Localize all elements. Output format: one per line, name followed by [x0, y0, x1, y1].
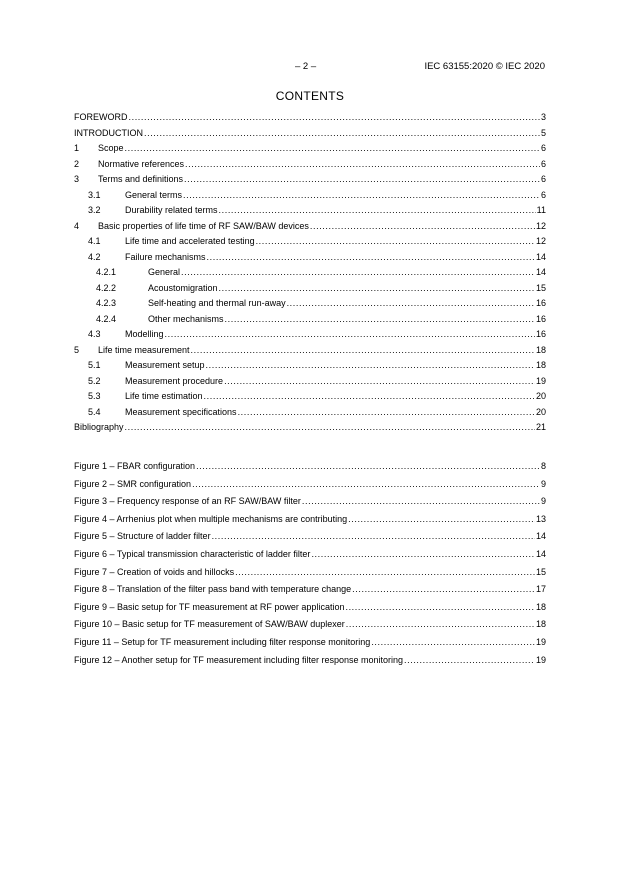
toc-entry-number: 4.2.2	[96, 282, 117, 293]
leader-dots	[311, 549, 535, 559]
figure-entry-10[interactable]	[74, 619, 546, 637]
toc-entry-number: 5.3	[88, 391, 101, 401]
toc-entry-page: 21	[535, 422, 546, 432]
toc-entry-bibliography[interactable]	[74, 422, 546, 438]
toc-entry-page: 6	[540, 189, 546, 200]
toc-entry-page: 18	[535, 344, 546, 355]
toc-entry-number: 2	[74, 158, 80, 169]
leader-dots	[185, 159, 540, 169]
toc-entry-number: 4.3	[88, 329, 101, 339]
leader-dots	[191, 345, 535, 355]
toc-entry-5[interactable]	[74, 345, 546, 361]
figure-entry-page: 19	[535, 636, 546, 647]
toc-entry-title: Measurement specifications	[125, 406, 237, 417]
toc-entry-3-1[interactable]	[74, 190, 546, 206]
toc-entry-page: 11	[536, 205, 546, 215]
toc-entry-4-2-4[interactable]	[74, 314, 546, 330]
toc-entry-title: Life time estimation	[125, 391, 203, 401]
toc-entry-page: 19	[535, 375, 546, 386]
toc-entry-3[interactable]	[74, 174, 546, 190]
figure-entry-title: Figure 11 – Setup for TF measurement including filter response monitoring	[74, 636, 371, 647]
leader-dots	[256, 236, 535, 246]
figure-entry-8[interactable]	[74, 584, 546, 602]
leader-dots	[348, 514, 535, 524]
toc-entry-title: Measurement setup	[125, 360, 205, 370]
toc-entry-4-2-2[interactable]	[74, 283, 546, 299]
leader-dots	[183, 190, 540, 200]
page-number: – 2 –	[295, 61, 317, 72]
toc-entry-number: 3	[74, 174, 80, 184]
leader-dots	[212, 531, 535, 541]
toc-entry-page: 6	[540, 174, 546, 184]
leader-dots	[346, 619, 535, 629]
leader-dots	[302, 496, 540, 506]
figure-entry-page: 9	[540, 496, 546, 507]
figure-entry-page: 18	[535, 601, 546, 612]
leader-dots	[352, 584, 535, 594]
toc-entry-title: Failure mechanisms	[125, 251, 206, 262]
leader-dots	[204, 391, 535, 401]
toc-entry-page: 16	[535, 329, 546, 339]
figure-entry-12[interactable]	[74, 655, 546, 673]
leader-dots	[125, 422, 535, 432]
figure-entry-page: 17	[535, 584, 546, 595]
leader-dots	[206, 360, 535, 370]
figure-entry-page: 14	[535, 531, 546, 542]
toc-entry-page: 6	[540, 158, 546, 169]
figure-entry-title: Figure 4 – Arrhenius plot when multiple mechanisms are contributing	[74, 513, 348, 524]
toc-entry-page: 6	[540, 143, 546, 153]
toc-entry-title: Life time and accelerated testing	[125, 236, 255, 246]
leader-dots	[371, 637, 535, 647]
toc-entry-number: 4.2	[88, 251, 101, 262]
leader-dots	[144, 128, 540, 138]
toc-entry-page: 5	[540, 127, 546, 138]
leader-dots	[192, 479, 540, 489]
toc-entry-title: Self-heating and thermal run-away	[148, 298, 286, 308]
figure-entry-title: Figure 10 – Basic setup for TF measurement of SAW/BAW duplexer	[74, 619, 345, 630]
toc-entry-number: 1	[74, 143, 80, 153]
toc-entry-title: Other mechanisms	[148, 313, 224, 324]
figure-entry-page: 18	[535, 619, 546, 630]
toc-entry-4[interactable]	[74, 221, 546, 237]
figure-entry-5[interactable]	[74, 531, 546, 549]
figure-entry-page: 13	[535, 513, 546, 524]
toc-entry-title: Modelling	[125, 329, 164, 339]
toc-entry-number: 4.2.1	[96, 267, 117, 277]
toc-entry-introduction[interactable]	[74, 128, 546, 144]
toc-entry-page: 14	[535, 251, 546, 262]
figure-entry-title: Figure 2 – SMR configuration	[74, 478, 192, 489]
toc-entry-title: Terms and definitions	[98, 174, 184, 184]
toc-entry-5-1[interactable]	[74, 360, 546, 376]
toc-entry-page: 15	[535, 282, 546, 293]
toc-entry-title: Life time measurement	[98, 344, 190, 355]
leader-dots	[207, 252, 535, 262]
figure-entry-page: 14	[535, 548, 546, 559]
table-of-contents	[74, 112, 546, 438]
leader-dots	[225, 314, 535, 324]
toc-entry-title: Durability related terms	[125, 205, 218, 215]
leader-dots	[184, 174, 540, 184]
toc-entry-4-2-3[interactable]	[74, 298, 546, 314]
toc-entry-page: 3	[540, 112, 546, 122]
toc-entry-1[interactable]	[74, 143, 546, 159]
toc-entry-4-1[interactable]	[74, 236, 546, 252]
document-id: IEC 63155:2020 © IEC 2020	[424, 61, 545, 72]
toc-entry-page: 12	[535, 220, 546, 231]
figure-entry-title: Figure 8 – Translation of the filter pass band with temperature change	[74, 584, 352, 595]
toc-entry-title: Acoustomigration	[148, 282, 218, 293]
leader-dots	[238, 407, 535, 417]
figure-entry-title: Figure 12 – Another setup for TF measurement including filter response monitoring	[74, 654, 404, 665]
toc-entry-title: Basic properties of life time of RF SAW/BAW devices	[98, 220, 309, 231]
toc-entry-page: 12	[535, 236, 546, 246]
page-header	[0, 61, 620, 75]
leader-dots	[345, 602, 535, 612]
toc-entry-number: 3.2	[88, 205, 101, 215]
list-of-figures	[74, 461, 546, 672]
figure-entry-title: Figure 6 – Typical transmission characteristic of ladder filter	[74, 548, 311, 559]
figure-entry-2[interactable]	[74, 479, 546, 497]
leader-dots	[219, 283, 535, 293]
toc-entry-number: 4.2.3	[96, 298, 117, 308]
toc-entry-page: 20	[535, 391, 546, 401]
leader-dots	[181, 267, 535, 277]
figure-entry-page: 19	[535, 654, 546, 665]
toc-entry-page: 14	[535, 267, 546, 277]
toc-entry-page: 16	[535, 298, 546, 308]
toc-entry-foreword[interactable]	[74, 112, 546, 128]
figure-entry-3[interactable]	[74, 496, 546, 514]
toc-entry-page: 20	[535, 406, 546, 417]
toc-entry-title: Bibliography	[74, 422, 124, 432]
toc-entry-number: 5.1	[88, 360, 101, 370]
leader-dots	[219, 205, 536, 215]
toc-entry-4-3[interactable]	[74, 329, 546, 345]
figure-entry-page: 9	[540, 478, 546, 489]
contents-title: CONTENTS	[275, 89, 345, 103]
figure-entry-page: 15	[535, 566, 546, 577]
toc-entry-title: FOREWORD	[74, 112, 128, 122]
figure-entry-4[interactable]	[74, 514, 546, 532]
figure-entry-7[interactable]	[74, 567, 546, 585]
toc-entry-title: INTRODUCTION	[74, 127, 143, 138]
toc-entry-title: Scope	[98, 143, 124, 153]
figure-entry-title: Figure 7 – Creation of voids and hillocks	[74, 566, 235, 577]
toc-entry-2[interactable]	[74, 159, 546, 175]
toc-entry-5-2[interactable]	[74, 376, 546, 392]
toc-entry-number: 5	[74, 344, 80, 355]
figure-entry-title: Figure 3 – Frequency response of an RF SAW/BAW filter	[74, 496, 301, 507]
leader-dots	[129, 112, 540, 122]
figure-entry-1[interactable]	[74, 461, 546, 479]
toc-entry-3-2[interactable]	[74, 205, 546, 221]
leader-dots	[310, 221, 535, 231]
figure-entry-6[interactable]	[74, 549, 546, 567]
toc-entry-number: 4.2.4	[96, 313, 117, 324]
toc-entry-number: 5.4	[88, 406, 101, 417]
leader-dots	[404, 655, 535, 665]
toc-entry-number: 5.2	[88, 375, 101, 386]
leader-dots	[224, 376, 535, 386]
toc-entry-title: General terms	[125, 189, 183, 200]
toc-entry-4-2[interactable]	[74, 252, 546, 268]
toc-entry-title: Normative references	[98, 158, 185, 169]
toc-entry-title: Measurement procedure	[125, 375, 224, 386]
leader-dots	[235, 567, 535, 577]
toc-entry-5-4[interactable]	[74, 407, 546, 423]
leader-dots	[287, 298, 535, 308]
toc-entry-number: 4.1	[88, 236, 101, 246]
toc-entry-5-3[interactable]	[74, 391, 546, 407]
figure-entry-page: 8	[540, 461, 546, 471]
figure-entry-title: Figure 9 – Basic setup for TF measurement at RF power application	[74, 601, 345, 612]
figure-entry-title: Figure 1 – FBAR configuration	[74, 461, 196, 471]
toc-entry-title: General	[148, 267, 181, 277]
figure-entry-11[interactable]	[74, 637, 546, 655]
leader-dots	[165, 329, 535, 339]
toc-entry-page: 16	[535, 313, 546, 324]
toc-entry-4-2-1[interactable]	[74, 267, 546, 283]
toc-entry-page: 18	[535, 360, 546, 370]
toc-entry-number: 3.1	[88, 189, 101, 200]
figure-entry-9[interactable]	[74, 602, 546, 620]
toc-entry-number: 4	[74, 220, 80, 231]
leader-dots	[125, 143, 540, 153]
figure-entry-title: Figure 5 – Structure of ladder filter	[74, 531, 211, 542]
leader-dots	[196, 461, 540, 471]
